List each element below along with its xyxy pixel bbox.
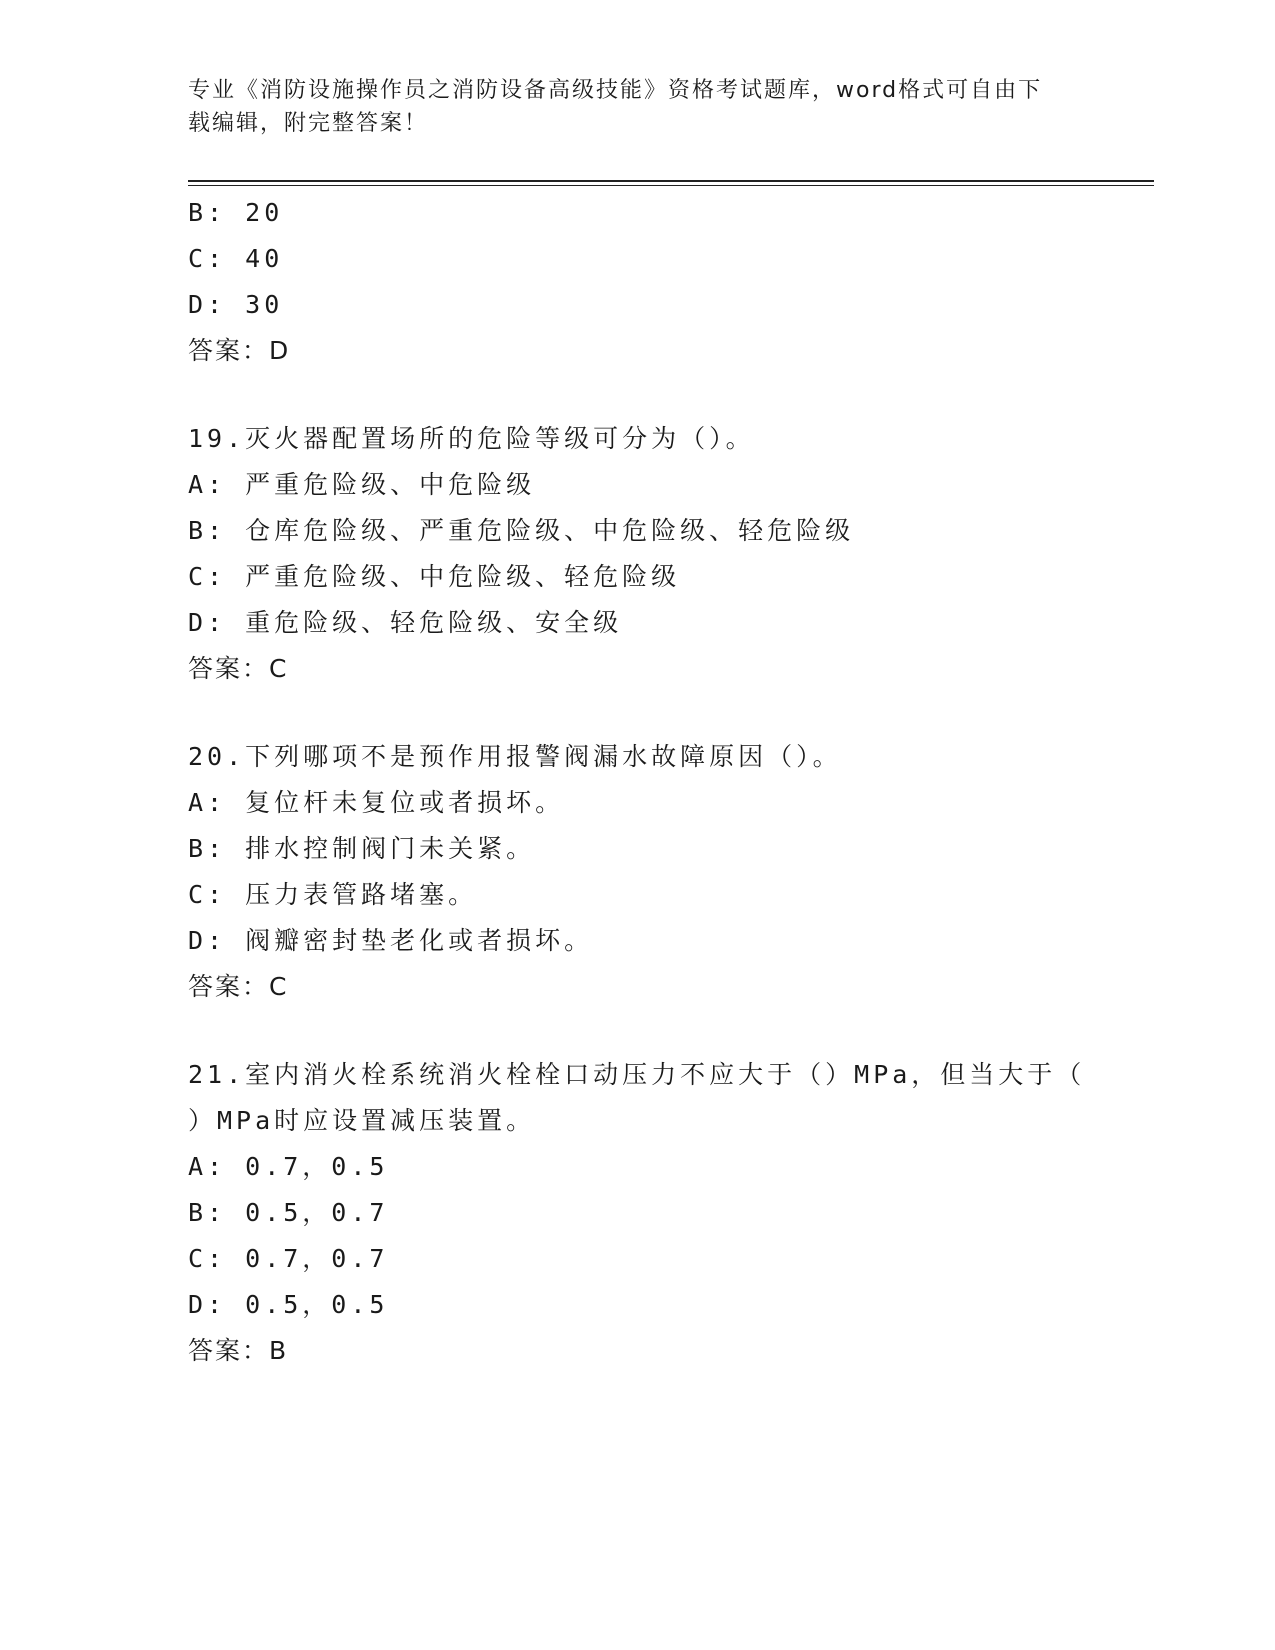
spacer	[188, 374, 1088, 416]
option-b: B: 0.5，0.7	[188, 1198, 389, 1227]
header-rule-thick	[188, 180, 1154, 182]
question-21	[188, 1052, 1088, 1374]
option-c: C: 40	[188, 244, 284, 273]
option-c: C: 压力表管路堵塞。	[188, 880, 478, 909]
spacer	[188, 1010, 1088, 1052]
option-d: D: 重危险级、轻危险级、安全级	[188, 608, 623, 637]
option-a: A: 复位杆未复位或者损坏。	[188, 788, 565, 817]
question-stem: 19.灭火器配置场所的危险等级可分为（）。	[188, 424, 755, 453]
answer-line: 答案：C	[188, 654, 289, 683]
option-d: D: 0.5，0.5	[188, 1290, 389, 1319]
option-a: A: 0.7，0.5	[188, 1152, 389, 1181]
question-18	[188, 190, 1088, 374]
header-line-2: 载编辑，附完整答案！	[188, 111, 429, 136]
question-20	[188, 734, 1088, 1010]
header-rule-thin	[188, 185, 1154, 186]
answer-line: 答案：B	[188, 1336, 289, 1365]
option-b: B: 仓库危险级、严重危险级、中危险级、轻危险级	[188, 516, 855, 545]
header-line-1: 专业《消防设施操作员之消防设备高级技能》资格考试题库，word格式可自由下	[188, 78, 1043, 103]
question-stem-line-2: ）MPa时应设置减压装置。	[188, 1106, 536, 1135]
option-a: A: 严重危险级、中危险级	[188, 470, 536, 499]
answer-line: 答案：D	[188, 336, 291, 365]
question-list	[188, 190, 1088, 1374]
question-stem-line-1: 21.室内消火栓系统消火栓栓口动压力不应大于（）MPa，但当大于（	[188, 1060, 1086, 1089]
question-19	[188, 416, 1088, 692]
option-c: C: 严重危险级、中危险级、轻危险级	[188, 562, 681, 591]
option-b: B: 20	[188, 198, 284, 227]
spacer	[188, 692, 1088, 734]
option-c: C: 0.7，0.7	[188, 1244, 389, 1273]
option-b: B: 排水控制阀门未关紧。	[188, 834, 536, 863]
document-header	[188, 74, 1068, 140]
option-d: D: 阀瓣密封垫老化或者损坏。	[188, 926, 594, 955]
question-stem: 20.下列哪项不是预作用报警阀漏水故障原因（）。	[188, 742, 842, 771]
option-d: D: 30	[188, 290, 284, 319]
answer-line: 答案：C	[188, 972, 289, 1001]
